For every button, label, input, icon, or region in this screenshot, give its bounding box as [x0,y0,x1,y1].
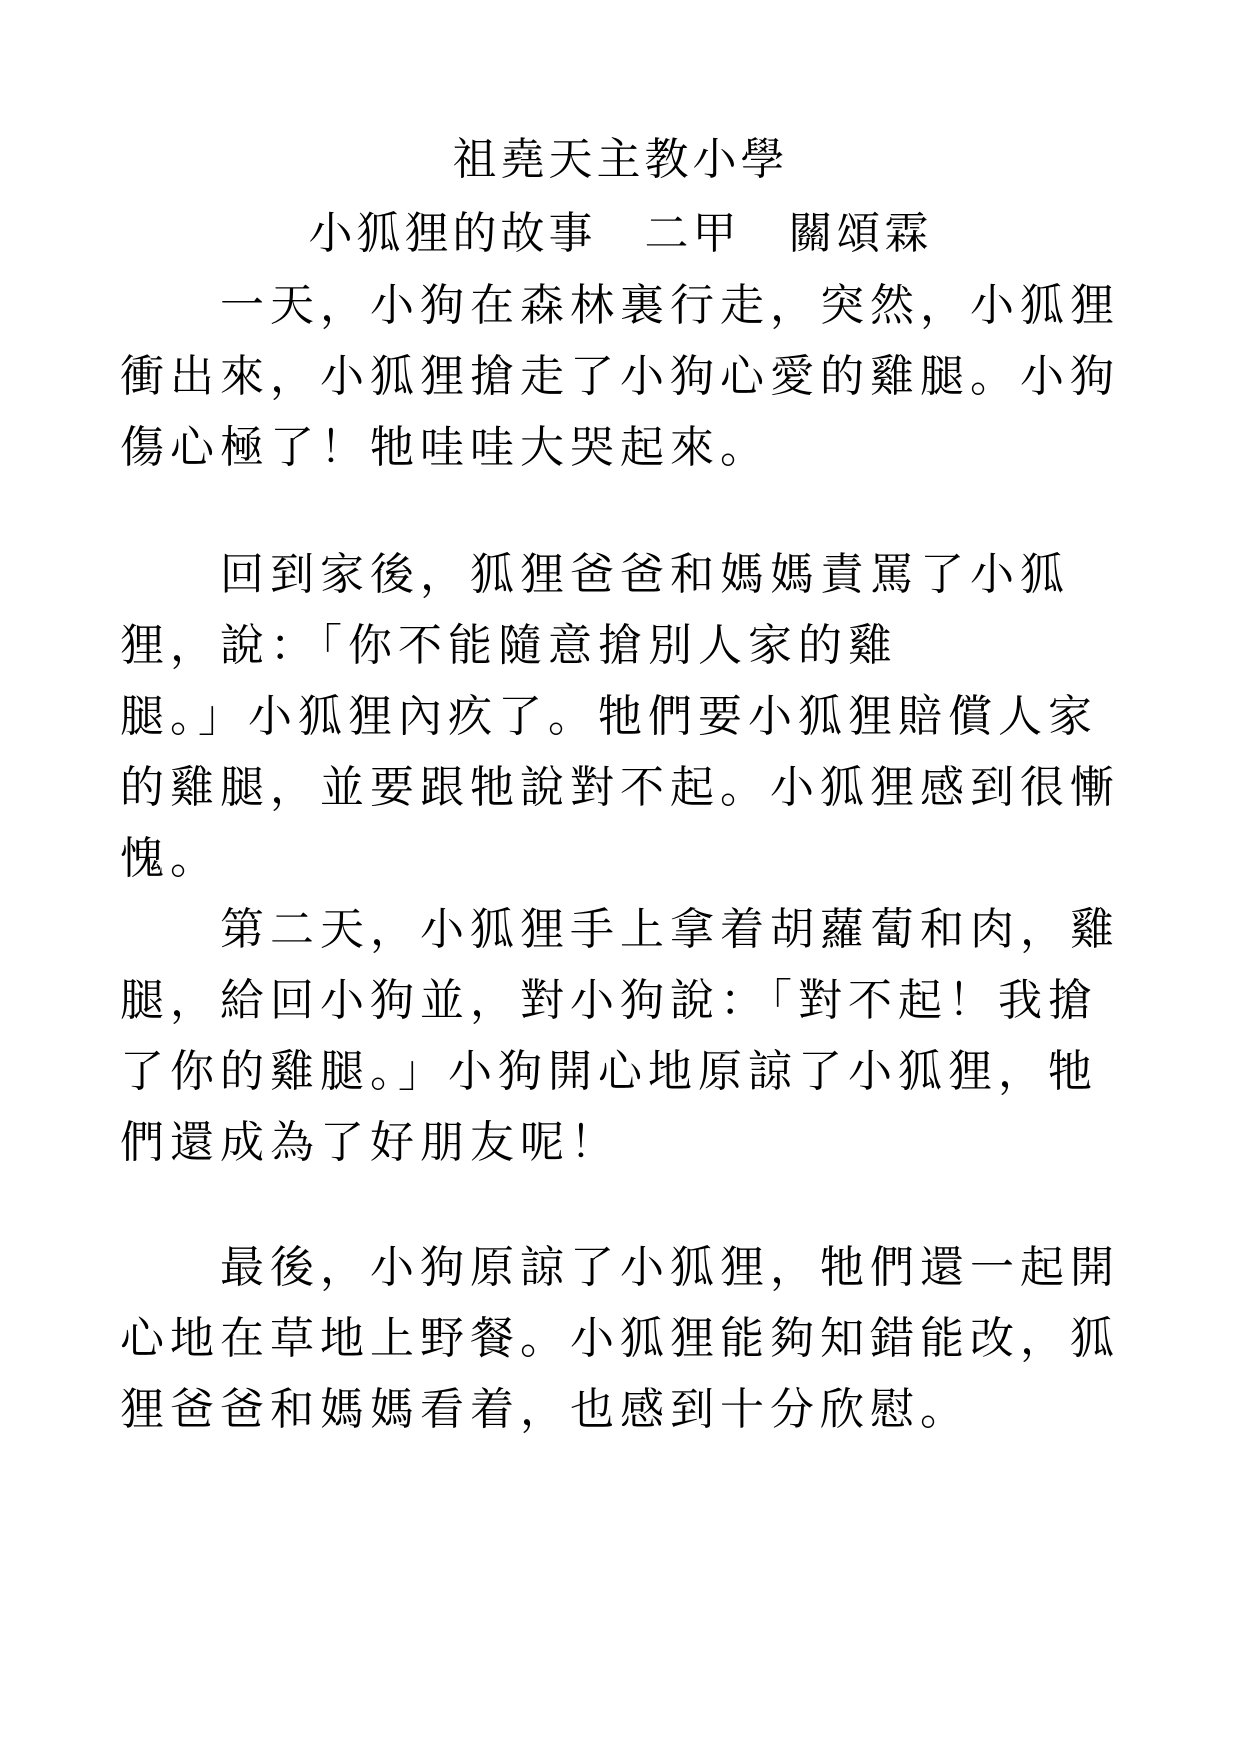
text-line: 的雞腿，並要跟牠說對不起。小狐狸感到很慚 [120,762,1120,813]
text-line: 腿。」小狐狸內疚了。牠們要小狐狸賠償人家 [120,691,1098,742]
text-line: 狸爸爸和媽媽看着，也感到十分欣慰。 [120,1384,970,1435]
text-line: 最後，小狗原諒了小狐狸，牠們還一起開 [120,1242,1120,1293]
text-line: 了你的雞腿。」小狗開心地原諒了小狐狸，牠 [120,1046,1098,1097]
text-line: 腿，給回小狗並，對小狗說：「對不起！我搶 [120,975,1098,1026]
text-line: 一天，小狗在森林裏行走，突然，小狐狸 [120,280,1120,331]
text-line: 第二天，小狐狸手上拿着胡蘿蔔和肉，雞 [120,904,1120,955]
school-title: 祖堯天主教小學 [452,134,789,185]
text-line: 心地在草地上野餐。小狐狸能夠知錯能改，狐 [120,1313,1120,1364]
text-line: 們還成為了好朋友呢！ [120,1117,620,1168]
story-title: 小狐狸的故事 二甲 關頌霖 [308,208,933,259]
text-line: 愧。 [120,833,220,884]
text-line: 回到家後，狐狸爸爸和媽媽責罵了小狐 [120,549,1070,600]
text-line: 傷心極了！牠哇哇大哭起來。 [120,422,770,473]
text-line: 狸，說：「你不能隨意搶別人家的雞 [120,620,898,671]
text-line: 衝出來，小狐狸搶走了小狗心愛的雞腿。小狗 [120,351,1120,402]
